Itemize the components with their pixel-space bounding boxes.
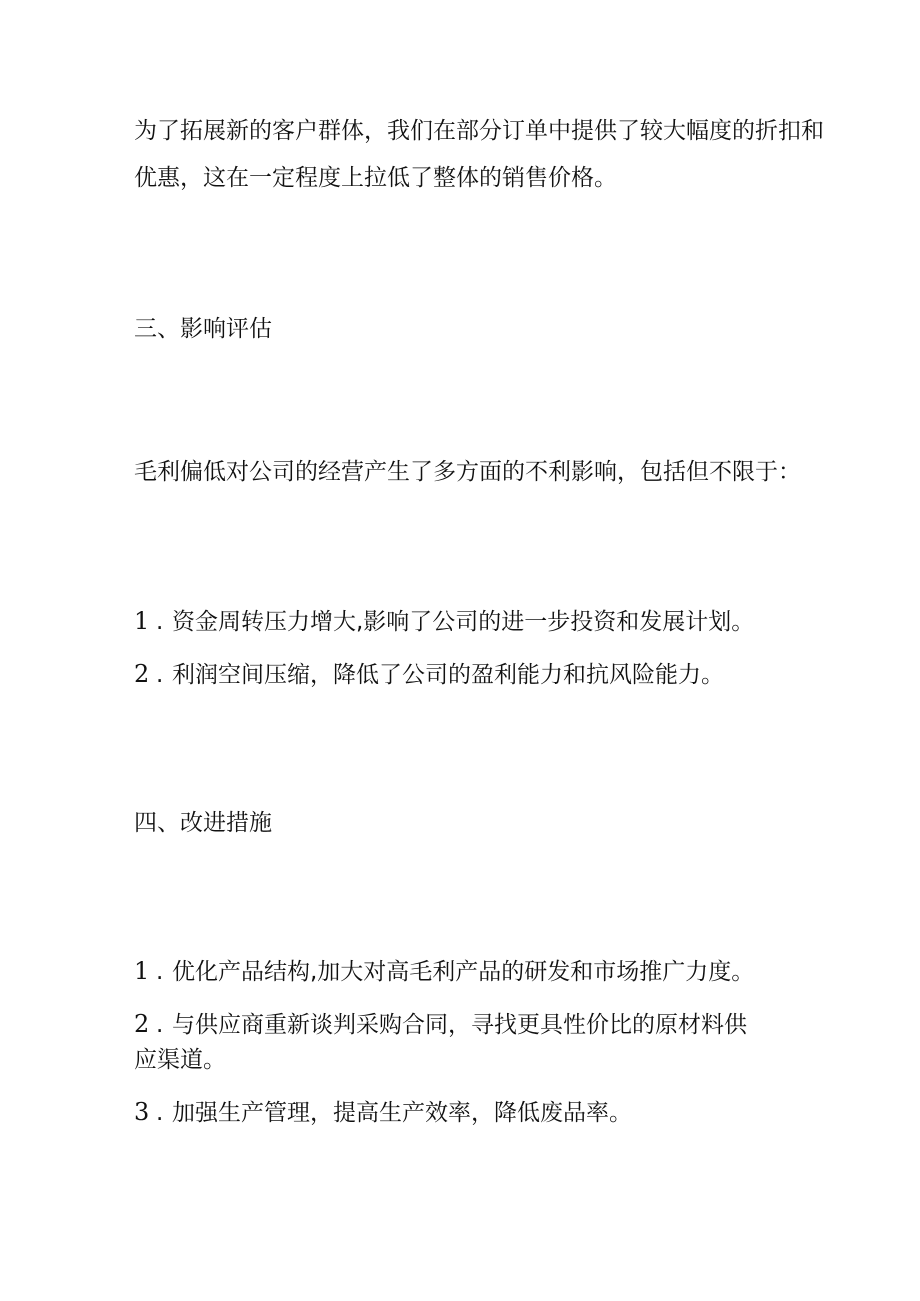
paragraph-line: 毛利偏低对公司的经营产生了多方面的不利影响，包括但不限于：	[134, 459, 801, 485]
list-item	[134, 659, 724, 690]
section-heading: 三、影响评估	[134, 316, 272, 342]
list-marker: .	[156, 959, 164, 985]
list-item-text: 优化产品结构,加大对高毛利产品的研发和市场推广力度。	[172, 959, 755, 985]
paragraph-line: 优惠，这在一定程度上拉低了整体的销售价格。	[134, 165, 617, 191]
list-item-text: 与供应商重新谈判采购合同，寻找更具性价比的原材料供	[172, 1012, 747, 1038]
list-number: 1	[134, 607, 150, 635]
paragraph-line: 为了拓展新的客户群体，我们在部分订单中提供了较大幅度的折扣和	[134, 118, 824, 144]
list-marker: .	[156, 609, 164, 635]
list-item	[134, 606, 754, 637]
list-number: 2	[134, 1010, 150, 1038]
list-marker: .	[156, 1100, 164, 1126]
list-marker: .	[156, 662, 164, 688]
list-item-text: 利润空间压缩，降低了公司的盈利能力和抗风险能力。	[172, 662, 724, 688]
list-item-continuation: 应渠道。	[134, 1047, 226, 1073]
list-number: 2	[134, 660, 150, 688]
list-number: 3	[134, 1098, 150, 1126]
list-number: 1	[134, 957, 150, 985]
section-heading: 四、改进措施	[134, 810, 272, 836]
list-item	[134, 1009, 747, 1040]
list-item-text: 加强生产管理，提高生产效率，降低废品率。	[172, 1100, 632, 1126]
list-item-text: 资金周转压力增大,影响了公司的进一步投资和发展计划。	[172, 609, 755, 635]
list-item	[134, 1097, 632, 1128]
list-item	[134, 956, 754, 987]
list-marker: .	[156, 1012, 164, 1038]
